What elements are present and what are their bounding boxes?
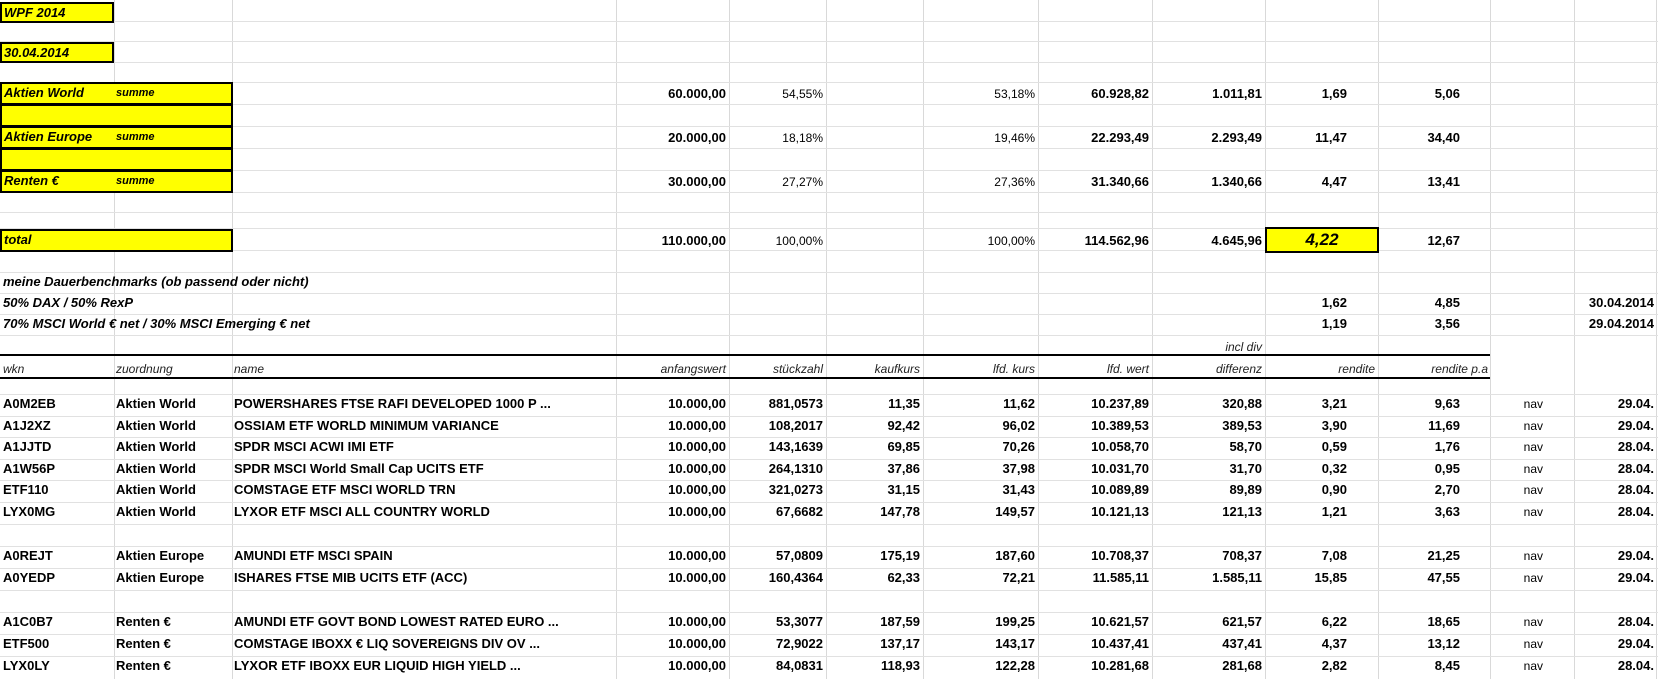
cell-source[interactable]: nav — [1523, 419, 1543, 433]
cell-date[interactable]: 28.04. — [1617, 504, 1654, 519]
cell-date[interactable]: 29.04. — [1617, 570, 1654, 585]
cell-lfd-wert[interactable]: 10.389,53 — [1091, 418, 1149, 433]
cell-date[interactable]: 28.04. — [1617, 658, 1654, 673]
cell-name[interactable]: LYXOR ETF MSCI ALL COUNTRY WORLD — [234, 504, 490, 519]
col-zuordnung[interactable]: zuordnung — [116, 362, 173, 376]
cell-zuordnung[interactable]: Aktien World — [116, 418, 196, 433]
cell-name[interactable]: COMSTAGE ETF MSCI WORLD TRN — [234, 482, 456, 497]
cell-lfd-wert[interactable]: 10.237,89 — [1091, 396, 1149, 411]
col-anfangswert[interactable]: anfangswert — [660, 362, 726, 376]
cell-name[interactable]: AMUNDI ETF MSCI SPAIN — [234, 548, 393, 563]
total-pct2[interactable]: 100,00% — [987, 234, 1035, 248]
cell-name[interactable]: OSSIAM ETF WORLD MINIMUM VARIANCE — [234, 418, 499, 433]
benchmark-name: 70% MSCI World € net / 30% MSCI Emerging € net — [3, 316, 310, 331]
cell-kaufkurs[interactable]: 69,85 — [887, 439, 920, 454]
cell-lfd-kurs[interactable]: 37,98 — [1002, 461, 1035, 476]
cell-source[interactable]: nav — [1523, 483, 1543, 497]
summary-rendite-pa[interactable]: 34,40 — [1427, 130, 1460, 145]
cell-stueckzahl[interactable]: 321,0273 — [768, 482, 823, 497]
cell-anfangswert[interactable]: 10.000,00 — [668, 418, 726, 433]
cell-lfd-wert[interactable]: 10.031,70 — [1091, 461, 1149, 476]
cell-name[interactable]: COMSTAGE IBOXX € LIQ SOVEREIGNS DIV OV ... — [234, 636, 541, 651]
cell-wkn[interactable]: A0M2EB — [3, 396, 56, 411]
cell-lfd-kurs[interactable]: 149,57 — [995, 504, 1035, 519]
cell-name[interactable]: ISHARES FTSE MIB UCITS ETF (ACC) — [234, 570, 468, 585]
benchmark-rendite[interactable]: 1,19 — [1321, 316, 1347, 331]
cell-kaufkurs[interactable]: 175,19 — [880, 548, 920, 563]
summary-rendite[interactable]: 1,69 — [1321, 86, 1347, 101]
cell-anfangswert[interactable]: 10.000,00 — [668, 548, 726, 563]
cell-date[interactable]: 28.04. — [1617, 461, 1654, 476]
sheet-title-cell[interactable] — [0, 2, 114, 23]
cell-wkn[interactable]: LYX0LY — [3, 658, 50, 673]
cell-rendite-pa[interactable]: 1,76 — [1434, 439, 1460, 454]
cell-source[interactable]: nav — [1523, 505, 1543, 519]
summary-wert[interactable]: 60.928,82 — [1091, 86, 1149, 101]
cell-lfd-wert[interactable]: 11.585,11 — [1092, 570, 1149, 585]
summary-renten-label[interactable]: Renten € summe — [0, 170, 233, 193]
cell-stueckzahl[interactable]: 67,6682 — [776, 504, 823, 519]
cell-kaufkurs[interactable]: 31,15 — [887, 482, 920, 497]
cell-differenz[interactable]: 708,37 — [1222, 548, 1262, 563]
sheet-date-cell[interactable] — [0, 42, 114, 63]
cell-kaufkurs[interactable]: 92,42 — [887, 418, 920, 433]
cell-source[interactable]: nav — [1523, 615, 1543, 629]
cell-date[interactable]: 29.04. — [1617, 396, 1654, 411]
cell-source[interactable]: nav — [1523, 549, 1543, 563]
cell-anfangswert[interactable]: 10.000,00 — [668, 636, 726, 651]
summary-pct1[interactable]: 18,18% — [782, 131, 823, 145]
total-rendite-pa[interactable]: 12,67 — [1427, 233, 1460, 248]
header-top-border — [0, 354, 1490, 356]
benchmark-rendite[interactable]: 1,62 — [1321, 295, 1347, 310]
cell-lfd-kurs[interactable]: 96,02 — [1002, 418, 1035, 433]
cell-date[interactable]: 29.04. — [1617, 548, 1654, 563]
col-name[interactable]: name — [234, 362, 265, 376]
summary-pct1[interactable]: 54,55% — [782, 87, 823, 101]
cell-differenz[interactable]: 437,41 — [1222, 636, 1262, 651]
cell-name[interactable]: SPDR MSCI World Small Cap UCITS ETF — [234, 461, 484, 476]
cell-wkn[interactable]: A1W56P — [3, 461, 56, 476]
cell-wkn[interactable]: A1J2XZ — [3, 418, 51, 433]
cell-kaufkurs[interactable]: 147,78 — [880, 504, 920, 519]
cell-kaufkurs[interactable]: 62,33 — [887, 570, 920, 585]
benchmark-name: 50% DAX / 50% RexP — [3, 295, 134, 310]
cell-lfd-kurs[interactable]: 143,17 — [995, 636, 1035, 651]
cell-zuordnung[interactable]: Renten € — [116, 614, 171, 629]
summary-rendite[interactable]: 4,47 — [1321, 174, 1347, 189]
col-lfd-wert[interactable]: lfd. wert — [1106, 362, 1149, 376]
col-rendite[interactable]: rendite — [1338, 362, 1375, 376]
cell-rendite[interactable]: 3,90 — [1321, 418, 1347, 433]
cell-lfd-wert[interactable]: 10.058,70 — [1091, 439, 1149, 454]
cell-stueckzahl[interactable]: 108,2017 — [768, 418, 823, 433]
summary-wert[interactable]: 31.340,66 — [1091, 174, 1149, 189]
benchmarks-heading: meine Dauerbenchmarks (ob passend oder nicht) — [3, 274, 309, 289]
total-diff[interactable]: 4.645,96 — [1211, 233, 1262, 248]
cell-wkn[interactable]: A1JJTD — [3, 439, 52, 454]
cell-date[interactable]: 28.04. — [1617, 614, 1654, 629]
col-differenz[interactable]: differenz — [1215, 362, 1262, 376]
total-pct1[interactable]: 100,00% — [775, 234, 823, 248]
summary-anfangswert[interactable]: 60.000,00 — [668, 86, 726, 101]
cell-kaufkurs[interactable]: 137,17 — [880, 636, 920, 651]
summary-diff[interactable]: 1.340,66 — [1211, 174, 1262, 189]
cell-lfd-wert[interactable]: 10.621,57 — [1091, 614, 1149, 629]
cell-anfangswert[interactable]: 10.000,00 — [668, 396, 726, 411]
cell-lfd-kurs[interactable]: 70,26 — [1002, 439, 1035, 454]
summary-rendite-pa[interactable]: 13,41 — [1427, 174, 1460, 189]
cell-kaufkurs[interactable]: 37,86 — [887, 461, 920, 476]
cell-rendite[interactable]: 6,22 — [1321, 614, 1347, 629]
cell-differenz[interactable]: 621,57 — [1222, 614, 1262, 629]
cell-lfd-wert[interactable]: 10.437,41 — [1091, 636, 1149, 651]
cell-zuordnung[interactable]: Aktien World — [116, 482, 196, 497]
cell-zuordnung[interactable]: Renten € — [116, 658, 171, 673]
cell-differenz[interactable]: 31,70 — [1229, 461, 1262, 476]
cell-zuordnung[interactable]: Aktien World — [116, 439, 196, 454]
summary-spacer-1[interactable] — [0, 104, 233, 127]
cell-anfangswert[interactable]: 10.000,00 — [668, 461, 726, 476]
cell-anfangswert[interactable]: 10.000,00 — [668, 570, 726, 585]
cell-wkn[interactable]: LYX0MG — [3, 504, 56, 519]
cell-wkn[interactable]: A0YEDP — [3, 570, 56, 585]
cell-source[interactable]: nav — [1523, 440, 1543, 454]
cell-differenz[interactable]: 281,68 — [1222, 658, 1262, 673]
col-kaufkurs[interactable]: kaufkurs — [874, 362, 920, 376]
col-rendite-pa[interactable]: rendite p.a — [1431, 362, 1488, 376]
cell-rendite[interactable]: 7,08 — [1321, 548, 1347, 563]
cell-anfangswert[interactable]: 10.000,00 — [668, 439, 726, 454]
cell-differenz[interactable]: 320,88 — [1222, 396, 1262, 411]
cell-stueckzahl[interactable]: 143,1639 — [768, 439, 823, 454]
col-wkn[interactable]: wkn — [3, 362, 25, 376]
summary-anfangswert[interactable]: 30.000,00 — [668, 174, 726, 189]
cell-lfd-kurs[interactable]: 31,43 — [1002, 482, 1035, 497]
cell-source[interactable]: nav — [1523, 397, 1543, 411]
cell-rendite-pa[interactable]: 21,25 — [1427, 548, 1460, 563]
total-rendite-highlight[interactable]: 4,22 — [1265, 227, 1379, 253]
cell-stueckzahl[interactable]: 84,0831 — [776, 658, 823, 673]
cell-rendite-pa[interactable]: 0,95 — [1434, 461, 1460, 476]
cell-name[interactable]: LYXOR ETF IBOXX EUR LIQUID HIGH YIELD ... — [234, 658, 521, 673]
cell-rendite-pa[interactable]: 9,63 — [1434, 396, 1460, 411]
cell-source[interactable]: nav — [1523, 637, 1543, 651]
cell-date[interactable]: 29.04. — [1617, 636, 1654, 651]
cell-rendite-pa[interactable]: 47,55 — [1427, 570, 1460, 585]
cell-anfangswert[interactable]: 10.000,00 — [668, 658, 726, 673]
cell-stueckzahl[interactable]: 160,4364 — [768, 570, 823, 585]
cell-differenz[interactable]: 121,13 — [1222, 504, 1262, 519]
benchmark-date[interactable]: 30.04.2014 — [1588, 295, 1654, 310]
cell-rendite-pa[interactable]: 3,63 — [1434, 504, 1460, 519]
cell-lfd-kurs[interactable]: 199,25 — [995, 614, 1035, 629]
summary-diff[interactable]: 2.293,49 — [1211, 130, 1262, 145]
cell-kaufkurs[interactable]: 118,93 — [880, 658, 920, 673]
cell-kaufkurs[interactable]: 11,35 — [888, 396, 920, 411]
cell-stueckzahl[interactable]: 264,1310 — [768, 461, 823, 476]
cell-rendite[interactable]: 3,21 — [1321, 396, 1347, 411]
cell-rendite[interactable]: 4,37 — [1321, 636, 1347, 651]
cell-anfangswert[interactable]: 10.000,00 — [668, 504, 726, 519]
benchmark-rendite-pa[interactable]: 4,85 — [1434, 295, 1460, 310]
cell-date[interactable]: 28.04. — [1617, 439, 1654, 454]
cell-rendite-pa[interactable]: 13,12 — [1427, 636, 1460, 651]
summary-rendite-pa[interactable]: 5,06 — [1434, 86, 1460, 101]
cell-name[interactable]: POWERSHARES FTSE RAFI DEVELOPED 1000 P ... — [234, 396, 551, 411]
col-incl-div: incl div — [1225, 340, 1262, 354]
cell-lfd-kurs[interactable]: 11,62 — [1003, 396, 1035, 411]
total-wert[interactable]: 114.562,96 — [1084, 233, 1149, 248]
cell-rendite-pa[interactable]: 18,65 — [1427, 614, 1460, 629]
cell-wkn[interactable]: A1C0B7 — [3, 614, 53, 629]
cell-zuordnung[interactable]: Aktien World — [116, 396, 196, 411]
col-stueckzahl[interactable]: stückzahl — [772, 362, 823, 376]
cell-rendite[interactable]: 1,21 — [1321, 504, 1347, 519]
cell-rendite-pa[interactable]: 2,70 — [1434, 482, 1460, 497]
col-lfd-kurs[interactable]: lfd. kurs — [992, 362, 1035, 376]
cell-wkn[interactable]: ETF110 — [3, 482, 49, 497]
summary-aktien-world-label[interactable]: Aktien World summe — [0, 82, 233, 105]
sheet-title: WPF 2014 — [4, 5, 66, 20]
cell-differenz[interactable]: 1.585,11 — [1212, 570, 1262, 585]
summary-anfangswert[interactable]: 20.000,00 — [668, 130, 726, 145]
cell-stueckzahl[interactable]: 57,0809 — [776, 548, 823, 563]
summary-rendite[interactable]: 11,47 — [1315, 130, 1347, 145]
cell-lfd-kurs[interactable]: 187,60 — [995, 548, 1035, 563]
cell-rendite[interactable]: 2,82 — [1321, 658, 1347, 673]
summary-aktien-europe-label[interactable]: Aktien Europe summe — [0, 126, 233, 149]
summary-pct2[interactable]: 53,18% — [994, 87, 1035, 101]
summary-pct1[interactable]: 27,27% — [782, 175, 823, 189]
cell-rendite[interactable]: 15,85 — [1314, 570, 1347, 585]
cell-lfd-kurs[interactable]: 122,28 — [995, 658, 1035, 673]
cell-zuordnung[interactable]: Aktien Europe — [116, 570, 205, 585]
cell-date[interactable]: 28.04. — [1617, 482, 1654, 497]
benchmark-date[interactable]: 29.04.2014 — [1588, 316, 1654, 331]
sheet-date: 30.04.2014 — [4, 45, 70, 60]
cell-zuordnung[interactable]: Aktien World — [116, 461, 196, 476]
cell-rendite-pa[interactable]: 11,69 — [1428, 418, 1460, 433]
cell-zuordnung[interactable]: Renten € — [116, 636, 171, 651]
cell-source[interactable]: nav — [1523, 659, 1543, 673]
cell-lfd-wert[interactable]: 10.281,68 — [1091, 658, 1149, 673]
benchmark-rendite-pa[interactable]: 3,56 — [1434, 316, 1460, 331]
cell-name[interactable]: AMUNDI ETF GOVT BOND LOWEST RATED EURO ... — [234, 614, 559, 629]
cell-lfd-wert[interactable]: 10.708,37 — [1091, 548, 1149, 563]
summary-spacer-2[interactable] — [0, 148, 233, 171]
cell-lfd-wert[interactable]: 10.089,89 — [1091, 482, 1149, 497]
total-label[interactable]: total — [0, 229, 233, 252]
cell-rendite[interactable]: 0,90 — [1321, 482, 1347, 497]
cell-lfd-kurs[interactable]: 72,21 — [1002, 570, 1035, 585]
cell-differenz[interactable]: 89,89 — [1229, 482, 1262, 497]
summary-diff[interactable]: 1.011,81 — [1212, 86, 1262, 101]
cell-stueckzahl[interactable]: 53,3077 — [776, 614, 823, 629]
cell-differenz[interactable]: 58,70 — [1229, 439, 1262, 454]
summary-pct2[interactable]: 27,36% — [994, 175, 1035, 189]
cell-wkn[interactable]: ETF500 — [3, 636, 50, 651]
cell-rendite-pa[interactable]: 8,45 — [1434, 658, 1460, 673]
header-bottom-border — [0, 377, 1490, 379]
cell-zuordnung[interactable]: Aktien World — [116, 504, 196, 519]
total-anfangswert[interactable]: 110.000,00 — [661, 233, 726, 248]
cell-source[interactable]: nav — [1523, 462, 1543, 476]
cell-kaufkurs[interactable]: 187,59 — [880, 614, 920, 629]
cell-anfangswert[interactable]: 10.000,00 — [668, 614, 726, 629]
cell-stueckzahl[interactable]: 72,9022 — [776, 636, 823, 651]
summary-wert[interactable]: 22.293,49 — [1091, 130, 1149, 145]
summary-pct2[interactable]: 19,46% — [994, 131, 1035, 145]
cell-date[interactable]: 29.04. — [1617, 418, 1654, 433]
cell-source[interactable]: nav — [1523, 571, 1543, 585]
cell-name[interactable]: SPDR MSCI ACWI IMI ETF — [234, 439, 394, 454]
cell-rendite[interactable]: 0,59 — [1321, 439, 1347, 454]
cell-anfangswert[interactable]: 10.000,00 — [668, 482, 726, 497]
cell-differenz[interactable]: 389,53 — [1222, 418, 1262, 433]
cell-rendite[interactable]: 0,32 — [1321, 461, 1347, 476]
cell-wkn[interactable]: A0REJT — [3, 548, 53, 563]
cell-lfd-wert[interactable]: 10.121,13 — [1091, 504, 1149, 519]
cell-stueckzahl[interactable]: 881,0573 — [768, 396, 823, 411]
cell-zuordnung[interactable]: Aktien Europe — [116, 548, 205, 563]
